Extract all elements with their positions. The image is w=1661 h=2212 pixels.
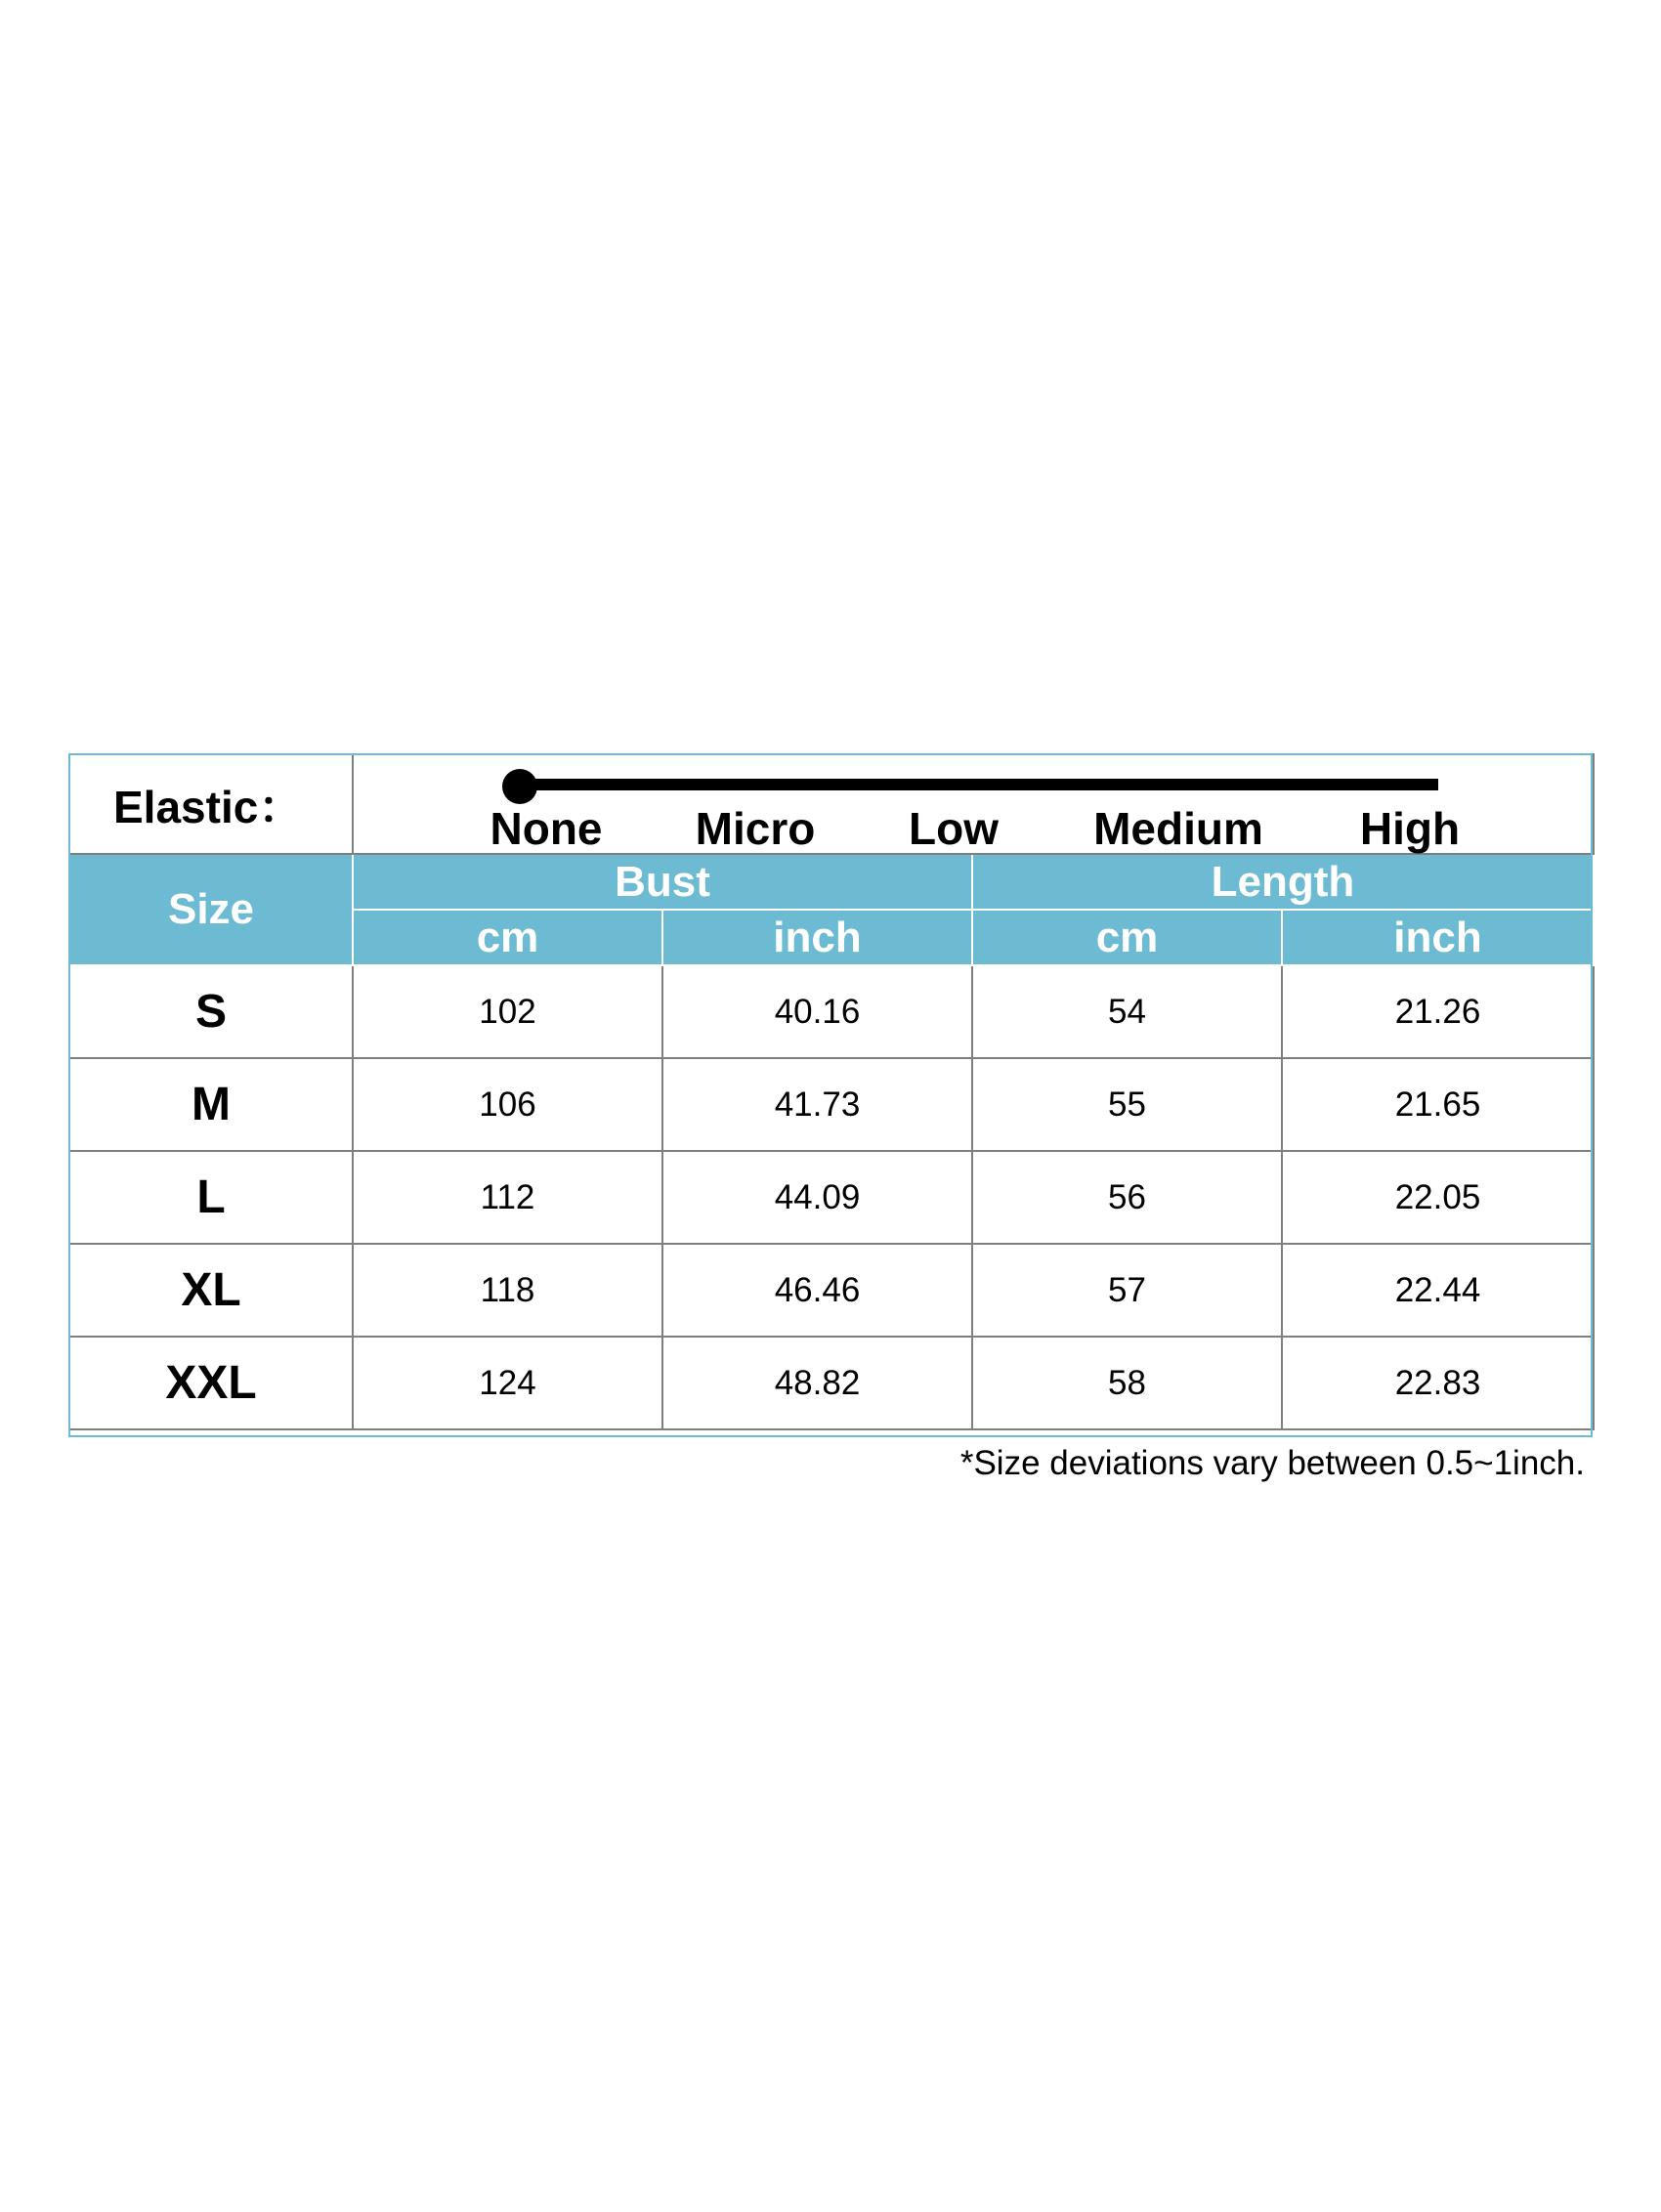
length-cm-cell: 55 — [972, 1058, 1282, 1151]
bust-inch-cell: 41.73 — [662, 1058, 972, 1151]
size-cell: XL — [69, 1244, 353, 1337]
bust-cm-cell: 112 — [353, 1151, 662, 1244]
elastic-level-low: Low — [909, 803, 999, 854]
elastic-level-high: High — [1359, 803, 1461, 854]
size-cell: XXL — [69, 1337, 353, 1429]
length-inch-cell: 22.83 — [1282, 1337, 1594, 1429]
elastic-level-micro: Micro — [695, 803, 816, 854]
length-group-header: Length — [972, 854, 1594, 910]
header-row-groups — [69, 854, 1594, 910]
bust-group-header: Bust — [353, 854, 972, 910]
elasticity-scale — [354, 755, 1593, 853]
length-inch-header: inch — [1282, 910, 1594, 965]
size-chart — [68, 753, 1593, 1430]
elastic-level-none: None — [490, 803, 603, 854]
size-table — [68, 753, 1595, 1430]
length-cm-cell: 58 — [972, 1337, 1282, 1429]
length-inch-cell: 21.65 — [1282, 1058, 1594, 1151]
elastic-label: Elastic： — [69, 754, 353, 854]
bust-cm-header: cm — [353, 910, 662, 965]
size-cell: L — [69, 1151, 353, 1244]
table-row — [69, 1244, 1594, 1337]
length-inch-cell: 21.26 — [1282, 965, 1594, 1058]
length-cm-cell: 54 — [972, 965, 1282, 1058]
elastic-row — [69, 754, 1594, 854]
length-inch-cell: 22.44 — [1282, 1244, 1594, 1337]
bust-inch-header: inch — [662, 910, 972, 965]
bust-inch-cell: 46.46 — [662, 1244, 972, 1337]
bust-cm-cell: 106 — [353, 1058, 662, 1151]
table-row — [69, 1151, 1594, 1244]
elastic-scale-cell — [353, 754, 1594, 854]
size-cell: S — [69, 965, 353, 1058]
bust-cm-cell: 118 — [353, 1244, 662, 1337]
table-row — [69, 1058, 1594, 1151]
length-cm-cell: 57 — [972, 1244, 1282, 1337]
length-cm-header: cm — [972, 910, 1282, 965]
table-row — [69, 1337, 1594, 1429]
elastic-level-medium: Medium — [1093, 803, 1263, 854]
bust-cm-cell: 102 — [353, 965, 662, 1058]
bust-cm-cell: 124 — [353, 1337, 662, 1429]
elasticity-level-marker — [502, 769, 537, 804]
table-row — [69, 965, 1594, 1058]
elasticity-scale-bar — [505, 779, 1438, 790]
size-cell: M — [69, 1058, 353, 1151]
size-deviation-note: *Size deviations vary between 0.5~1inch. — [959, 1444, 1585, 1482]
bust-inch-cell: 48.82 — [662, 1337, 972, 1429]
length-cm-cell: 56 — [972, 1151, 1282, 1244]
bust-inch-cell: 40.16 — [662, 965, 972, 1058]
bust-inch-cell: 44.09 — [662, 1151, 972, 1244]
length-inch-cell: 22.05 — [1282, 1151, 1594, 1244]
size-column-header: Size — [69, 854, 353, 965]
